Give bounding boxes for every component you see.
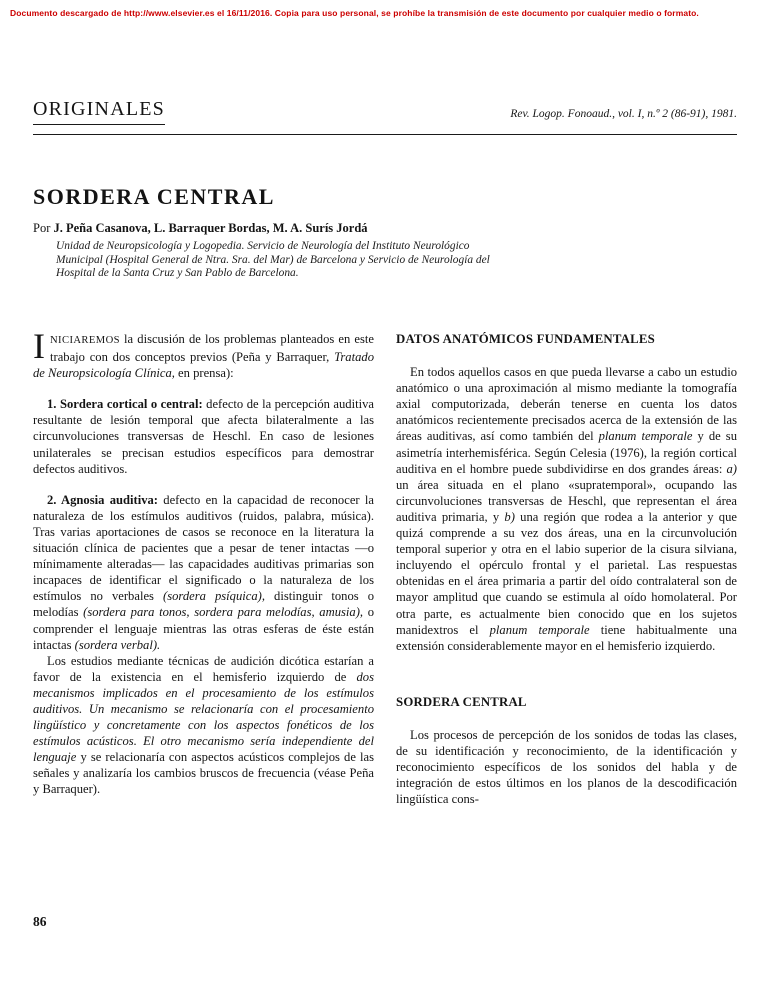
left-column bbox=[33, 326, 375, 807]
body-columns bbox=[33, 326, 738, 807]
paragraph-dichotic-studies: Los estudios mediante técnicas de audición dicótica estarían a favor de la existencia en el hemisferio izquierdo de dos mecanismos implicados en el procesamiento de los estímulos auditivos. Un mecanismo se relacionaría con el procesamiento lingüístico y concretamente con los aspectos fonéticos de los estímulos acústicos. El otro mecanismo sería independiente del lenguaje y se relacionaría con aspectos acústicos complejos de las señales y analizaría los cambios bruscos de frecuencia (véase Peña y Barraquer). bbox=[33, 653, 374, 797]
authors: J. Peña Casanova, L. Barraquer Bordas, M. A. Surís Jordá bbox=[53, 221, 368, 235]
paragraph-intro: INICIAREMOS la discusión de los problemas planteados en este trabajo con dos conceptos previos (Peña y Barraquer, Tratado de Neuropsicología Clínica, en prensa): bbox=[33, 326, 374, 381]
paragraph-definition-1: 1. Sordera cortical o central: defecto de la percepción auditiva resultante de lesión temporal que afecta bilateralmente a las circunvoluciones transversas de Heschl. En caso de lesiones unilaterales se precisan estudios específicos para demostrar defectos auditivos. bbox=[33, 397, 374, 476]
heading-datos-anatomicos: DATOS ANATÓMICOS FUNDAMENTALES bbox=[396, 332, 655, 346]
page-number: 86 bbox=[33, 914, 47, 929]
affiliation: Unidad de Neuropsicología y Logopedia. Servicio de Neurología del Instituto Neurológico Municipal (Hospital General de Ntra. Sra. del Mar) de Barcelona y Servicio de Neurología del Hospital de la Santa Cruz y San Pablo de Barcelona. bbox=[56, 240, 490, 280]
heading-sordera-central: SORDERA CENTRAL bbox=[396, 694, 527, 709]
byline-prefix: Por bbox=[33, 221, 54, 235]
header-divider bbox=[33, 134, 737, 135]
article-title: SORDERA CENTRAL bbox=[33, 184, 275, 209]
download-notice: Documento descargado de http://www.elsevier.es el 16/11/2016. Copia para uso personal, se prohíbe la transmisión de este documento por cualquier medio o formato. bbox=[10, 8, 699, 18]
section-title: ORIGINALES bbox=[33, 98, 165, 125]
paragraph-sordera-central: Los procesos de percepción de los sonidos de todas las clases, de su identificación y reconocimiento, de la identificación y reconocimiento específicos de los sonidos del habla y de integración de estos últimos en los planos de la descodificación lingüística cons- bbox=[396, 727, 737, 807]
byline bbox=[33, 221, 368, 236]
right-column bbox=[396, 331, 737, 807]
journal-reference: Rev. Logop. Fonoaud., vol. I, n.º 2 (86-91), 1981. bbox=[510, 108, 737, 120]
page-header bbox=[33, 98, 737, 125]
paragraph-definition-2: 2. Agnosia auditiva: defecto en la capacidad de reconocer la naturaleza de los estímulos auditivos (ruidos, palabra, música). Tras varias aportaciones de casos se reconoce en la literatura la situación clínica de pacientes que a pesar de tener intactas —o mínimamente alteradas— las capacidades auditivas primarias son incapaces de identificar el significado o la naturaleza de los estímulos no verbales (sordera psíquica), distinguir tonos o melodías (sordera para tonos, sordera para melodías, amusia), o comprender el lenguaje mientras las otras esferas de éste están intactas (sordera verbal). bbox=[33, 492, 375, 652]
paragraph-anatomy: En todos aquellos casos en que pueda llevarse a cabo un estudio anatómico o una aproximación al mismo mediante la tomografía axial computorizada, deberán tenerse en cuenta los datos anatómicos recientemente precisados acerca de la extensión de las áreas auditivas, así como también del planum temporale y de su asimetría interhemisférica. Según Celesia (1976), la región cortical auditiva en el hombre puede subdividirse en dos grandes áreas: a) un área situada en el plano «supratemporal», ocupando las circunvoluciones transversas de Heschl, que representan el área auditiva primaria, y b) una región que rodea a la anterior y que quizá comprende a su vez dos áreas, una en la circunvolución temporal superior y otra en el labio superior de la cisura silviana, incluyendo el opérculo frontal y el parietal. Las respuestas obtenidas en el área primaria a partir del oído contralateral son de mayor amplitud que cuando se estimula al oído homolateral. Por otra parte, es actualmente bien conocido que en los sujetos manidextros el planum temporale tiene habitualmente una extensión considerablemente mayor en el hemisferio izquierdo. bbox=[396, 365, 738, 653]
